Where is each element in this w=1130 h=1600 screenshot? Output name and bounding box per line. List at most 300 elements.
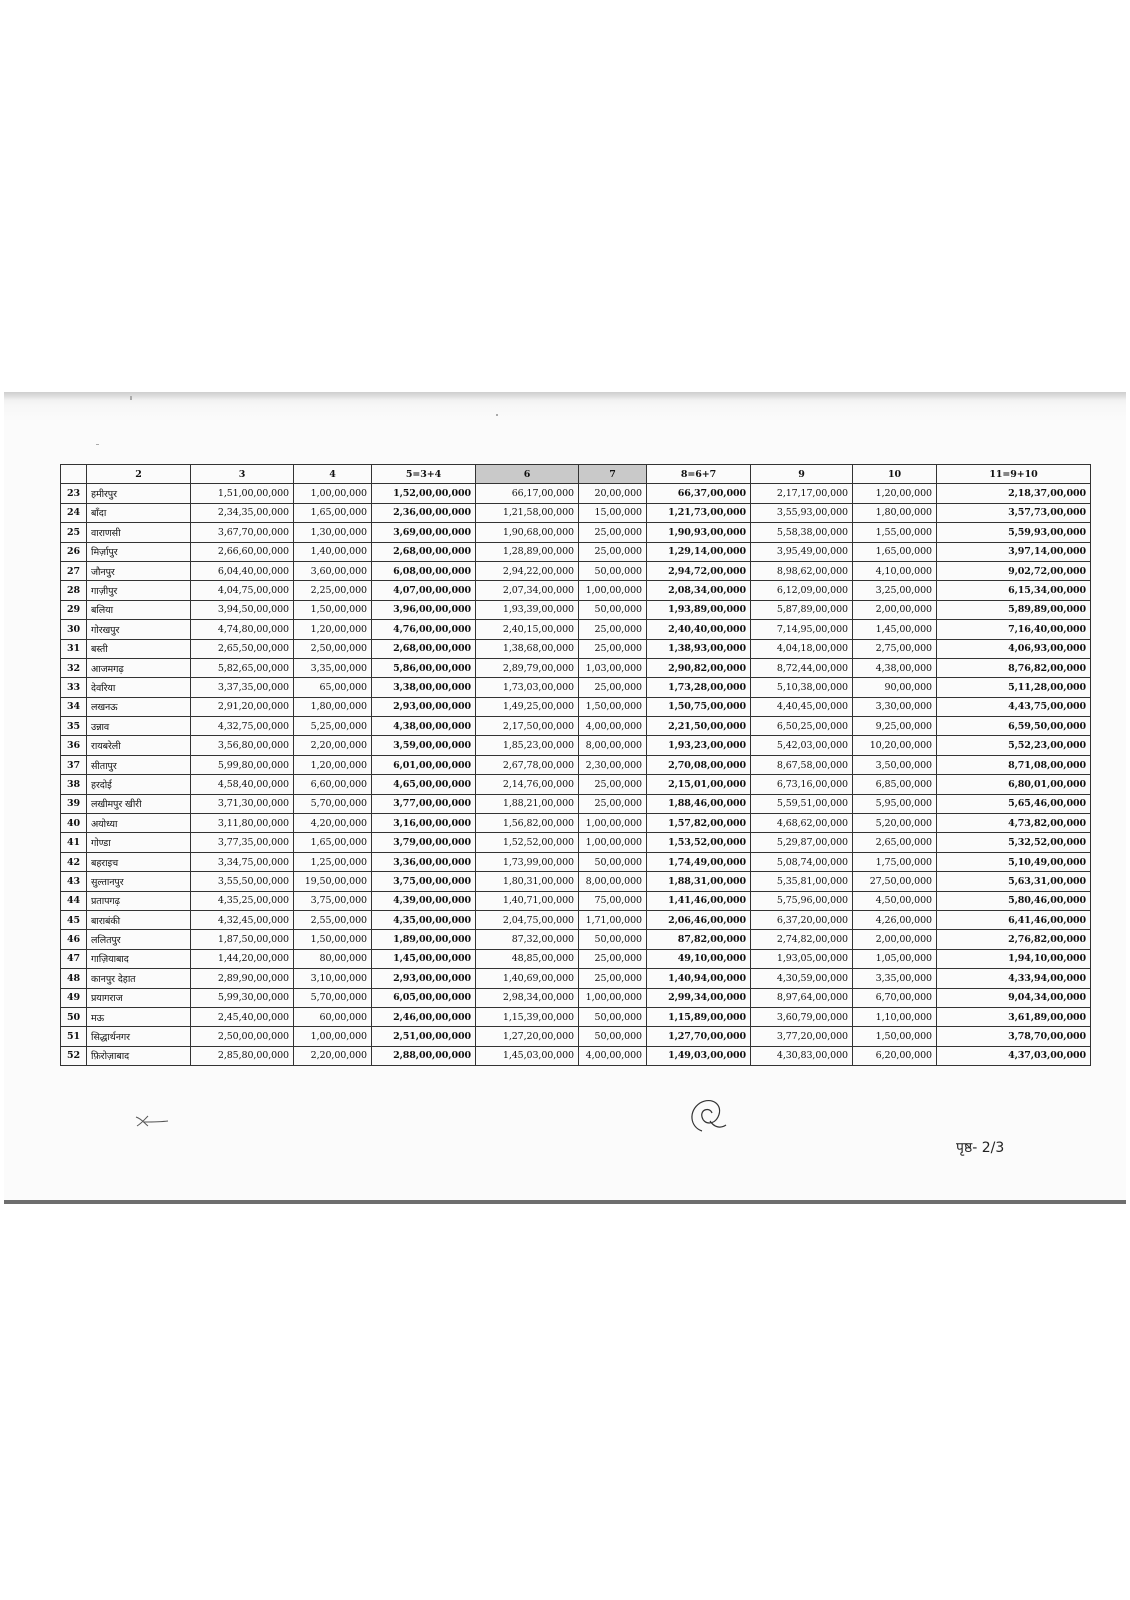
amount-cell: 3,78,70,00,000 bbox=[937, 1027, 1091, 1046]
amount-cell: 3,75,00,00,000 bbox=[372, 872, 476, 891]
amount-cell: 3,60,79,00,000 bbox=[751, 1007, 853, 1026]
amount-cell: 1,40,69,00,000 bbox=[476, 969, 579, 988]
amount-cell: 4,76,00,00,000 bbox=[372, 620, 476, 639]
amount-cell: 19,50,00,000 bbox=[294, 872, 372, 891]
amount-cell: 3,61,89,00,000 bbox=[937, 1007, 1091, 1026]
amount-cell: 8,98,62,00,000 bbox=[751, 561, 853, 580]
column-header: 8=6+7 bbox=[647, 465, 751, 484]
serial-number-cell: 32 bbox=[61, 658, 87, 677]
amount-cell: 2,15,01,00,000 bbox=[647, 775, 751, 794]
serial-number-cell: 47 bbox=[61, 949, 87, 968]
amount-cell: 50,00,000 bbox=[579, 1007, 647, 1026]
table-row bbox=[61, 658, 1091, 677]
amount-cell: 75,00,000 bbox=[579, 891, 647, 910]
amount-cell: 7,14,95,00,000 bbox=[751, 620, 853, 639]
amount-cell: 1,00,00,000 bbox=[579, 833, 647, 852]
amount-cell: 4,40,45,00,000 bbox=[751, 697, 853, 716]
district-name-cell: गाज़ियाबाद bbox=[87, 949, 191, 968]
amount-cell: 6,12,09,00,000 bbox=[751, 581, 853, 600]
amount-cell: 3,11,80,00,000 bbox=[191, 814, 294, 833]
amount-cell: 6,37,20,00,000 bbox=[751, 910, 853, 929]
amount-cell: 1,88,21,00,000 bbox=[476, 794, 579, 813]
amount-cell: 2,50,00,000 bbox=[294, 639, 372, 658]
table-row bbox=[61, 930, 1091, 949]
amount-cell: 25,00,000 bbox=[579, 639, 647, 658]
amount-cell: 4,00,00,000 bbox=[579, 1046, 647, 1065]
amount-cell: 6,85,00,000 bbox=[853, 775, 937, 794]
amount-cell: 4,32,75,00,000 bbox=[191, 717, 294, 736]
amount-cell: 2,18,37,00,000 bbox=[937, 484, 1091, 503]
amount-cell: 50,00,000 bbox=[579, 561, 647, 580]
amount-cell: 1,73,28,00,000 bbox=[647, 678, 751, 697]
amount-cell: 3,38,00,00,000 bbox=[372, 678, 476, 697]
amount-cell: 1,05,00,000 bbox=[853, 949, 937, 968]
amount-cell: 5,99,80,00,000 bbox=[191, 755, 294, 774]
amount-cell: 4,35,25,00,000 bbox=[191, 891, 294, 910]
amount-cell: 48,85,00,000 bbox=[476, 949, 579, 968]
district-name-cell: सुल्तानपुर bbox=[87, 872, 191, 891]
amount-cell: 3,16,00,00,000 bbox=[372, 814, 476, 833]
amount-cell: 3,25,00,000 bbox=[853, 581, 937, 600]
amount-cell: 5,59,93,00,000 bbox=[937, 523, 1091, 542]
serial-number-cell: 43 bbox=[61, 872, 87, 891]
amount-cell: 2,66,60,00,000 bbox=[191, 542, 294, 561]
district-name-cell: उन्नाव bbox=[87, 717, 191, 736]
amount-cell: 1,27,20,00,000 bbox=[476, 1027, 579, 1046]
amount-cell: 1,27,70,00,000 bbox=[647, 1027, 751, 1046]
serial-number-cell: 35 bbox=[61, 717, 87, 736]
amount-cell: 2,90,82,00,000 bbox=[647, 658, 751, 677]
amount-cell: 1,45,00,000 bbox=[853, 620, 937, 639]
amount-cell: 4,38,00,000 bbox=[853, 658, 937, 677]
amount-cell: 5,59,51,00,000 bbox=[751, 794, 853, 813]
amount-cell: 1,80,31,00,000 bbox=[476, 872, 579, 891]
district-name-cell: सीतापुर bbox=[87, 755, 191, 774]
amount-cell: 25,00,000 bbox=[579, 678, 647, 697]
amount-cell: 27,50,00,000 bbox=[853, 872, 937, 891]
serial-number-cell: 33 bbox=[61, 678, 87, 697]
table-row bbox=[61, 523, 1091, 542]
table-row bbox=[61, 678, 1091, 697]
amount-cell: 10,20,00,000 bbox=[853, 736, 937, 755]
amount-cell: 1,00,00,000 bbox=[294, 1027, 372, 1046]
amount-cell: 65,00,000 bbox=[294, 678, 372, 697]
amount-cell: 2,94,22,00,000 bbox=[476, 561, 579, 580]
serial-number-cell: 51 bbox=[61, 1027, 87, 1046]
amount-cell: 2,70,08,00,000 bbox=[647, 755, 751, 774]
amount-cell: 1,57,82,00,000 bbox=[647, 814, 751, 833]
serial-number-cell: 49 bbox=[61, 988, 87, 1007]
amount-cell: 5,89,89,00,000 bbox=[937, 600, 1091, 619]
amount-cell: 8,71,08,00,000 bbox=[937, 755, 1091, 774]
amount-cell: 2,36,00,00,000 bbox=[372, 503, 476, 522]
amount-cell: 4,33,94,00,000 bbox=[937, 969, 1091, 988]
amount-cell: 5,70,00,000 bbox=[294, 988, 372, 1007]
serial-number-cell: 46 bbox=[61, 930, 87, 949]
amount-cell: 3,34,75,00,000 bbox=[191, 852, 294, 871]
amount-cell: 4,37,03,00,000 bbox=[937, 1046, 1091, 1065]
amount-cell: 1,71,00,000 bbox=[579, 910, 647, 929]
serial-number-cell: 44 bbox=[61, 891, 87, 910]
serial-number-cell: 31 bbox=[61, 639, 87, 658]
amount-cell: 1,93,05,00,000 bbox=[751, 949, 853, 968]
amount-cell: 1,00,00,000 bbox=[579, 581, 647, 600]
amount-cell: 4,68,62,00,000 bbox=[751, 814, 853, 833]
table-row bbox=[61, 833, 1091, 852]
table-row bbox=[61, 697, 1091, 716]
amount-cell: 1,45,03,00,000 bbox=[476, 1046, 579, 1065]
amount-cell: 7,16,40,00,000 bbox=[937, 620, 1091, 639]
amount-cell: 2,20,00,000 bbox=[294, 736, 372, 755]
district-name-cell: बहराइच bbox=[87, 852, 191, 871]
amount-cell: 6,73,16,00,000 bbox=[751, 775, 853, 794]
scanned-page bbox=[4, 392, 1126, 1204]
amount-cell: 1,20,00,000 bbox=[294, 620, 372, 639]
district-name-cell: बाराबंकी bbox=[87, 910, 191, 929]
amount-cell: 6,08,00,00,000 bbox=[372, 561, 476, 580]
amount-cell: 3,37,35,00,000 bbox=[191, 678, 294, 697]
amount-cell: 5,87,89,00,000 bbox=[751, 600, 853, 619]
amount-cell: 1,10,00,000 bbox=[853, 1007, 937, 1026]
amount-cell: 1,90,93,00,000 bbox=[647, 523, 751, 542]
column-header: 6 bbox=[476, 465, 579, 484]
amount-cell: 4,32,45,00,000 bbox=[191, 910, 294, 929]
amount-cell: 1,40,94,00,000 bbox=[647, 969, 751, 988]
column-header: 4 bbox=[294, 465, 372, 484]
amount-cell: 5,42,03,00,000 bbox=[751, 736, 853, 755]
amount-cell: 6,04,40,00,000 bbox=[191, 561, 294, 580]
amount-cell: 1,65,00,000 bbox=[294, 833, 372, 852]
amount-cell: 3,77,35,00,000 bbox=[191, 833, 294, 852]
amount-cell: 90,00,000 bbox=[853, 678, 937, 697]
table-row bbox=[61, 736, 1091, 755]
column-header: 10 bbox=[853, 465, 937, 484]
column-header: 3 bbox=[191, 465, 294, 484]
amount-cell: 1,15,89,00,000 bbox=[647, 1007, 751, 1026]
district-name-cell: जौनपुर bbox=[87, 561, 191, 580]
amount-cell: 8,72,44,00,000 bbox=[751, 658, 853, 677]
district-name-cell: ललितपुर bbox=[87, 930, 191, 949]
amount-cell: 1,88,46,00,000 bbox=[647, 794, 751, 813]
amount-cell: 3,57,73,00,000 bbox=[937, 503, 1091, 522]
amount-cell: 9,04,34,00,000 bbox=[937, 988, 1091, 1007]
serial-number-cell: 34 bbox=[61, 697, 87, 716]
amount-cell: 2,20,00,000 bbox=[294, 1046, 372, 1065]
table-row bbox=[61, 1046, 1091, 1065]
district-name-cell: मऊ bbox=[87, 1007, 191, 1026]
amount-cell: 1,74,49,00,000 bbox=[647, 852, 751, 871]
serial-number-cell: 30 bbox=[61, 620, 87, 639]
amount-cell: 4,04,75,00,000 bbox=[191, 581, 294, 600]
amount-cell: 2,14,76,00,000 bbox=[476, 775, 579, 794]
amount-cell: 1,56,82,00,000 bbox=[476, 814, 579, 833]
amount-cell: 1,73,03,00,000 bbox=[476, 678, 579, 697]
amount-cell: 1,75,00,000 bbox=[853, 852, 937, 871]
amount-cell: 4,06,93,00,000 bbox=[937, 639, 1091, 658]
amount-cell: 1,93,39,00,000 bbox=[476, 600, 579, 619]
amount-cell: 3,96,00,00,000 bbox=[372, 600, 476, 619]
amount-cell: 60,00,000 bbox=[294, 1007, 372, 1026]
table-row bbox=[61, 581, 1091, 600]
amount-cell: 3,71,30,00,000 bbox=[191, 794, 294, 813]
amount-cell: 1,73,99,00,000 bbox=[476, 852, 579, 871]
amount-cell: 2,34,35,00,000 bbox=[191, 503, 294, 522]
amount-cell: 4,58,40,00,000 bbox=[191, 775, 294, 794]
district-name-cell: कानपुर देहात bbox=[87, 969, 191, 988]
amount-cell: 2,68,00,00,000 bbox=[372, 542, 476, 561]
amount-cell: 4,20,00,000 bbox=[294, 814, 372, 833]
amount-cell: 2,91,20,00,000 bbox=[191, 697, 294, 716]
amount-cell: 4,39,00,00,000 bbox=[372, 891, 476, 910]
amount-cell: 5,10,38,00,000 bbox=[751, 678, 853, 697]
amount-cell: 5,58,38,00,000 bbox=[751, 523, 853, 542]
amount-cell: 4,74,80,00,000 bbox=[191, 620, 294, 639]
amount-cell: 1,21,73,00,000 bbox=[647, 503, 751, 522]
amount-cell: 5,65,46,00,000 bbox=[937, 794, 1091, 813]
serial-number-cell: 36 bbox=[61, 736, 87, 755]
amount-cell: 1,65,00,000 bbox=[294, 503, 372, 522]
amount-cell: 3,69,00,00,000 bbox=[372, 523, 476, 542]
amount-cell: 4,10,00,000 bbox=[853, 561, 937, 580]
amount-cell: 4,35,00,00,000 bbox=[372, 910, 476, 929]
serial-number-cell: 52 bbox=[61, 1046, 87, 1065]
amount-cell: 8,00,00,000 bbox=[579, 872, 647, 891]
amount-cell: 5,86,00,00,000 bbox=[372, 658, 476, 677]
amount-cell: 4,38,00,00,000 bbox=[372, 717, 476, 736]
table-row bbox=[61, 542, 1091, 561]
amount-cell: 5,63,31,00,000 bbox=[937, 872, 1091, 891]
table-row bbox=[61, 891, 1091, 910]
table-header-row bbox=[61, 465, 1091, 484]
amount-cell: 1,28,89,00,000 bbox=[476, 542, 579, 561]
amount-cell: 2,99,34,00,000 bbox=[647, 988, 751, 1007]
amount-cell: 8,97,64,00,000 bbox=[751, 988, 853, 1007]
amount-cell: 1,89,00,00,000 bbox=[372, 930, 476, 949]
amount-cell: 5,80,46,00,000 bbox=[937, 891, 1091, 910]
serial-number-cell: 27 bbox=[61, 561, 87, 580]
table-row bbox=[61, 639, 1091, 658]
amount-cell: 1,80,00,000 bbox=[853, 503, 937, 522]
amount-cell: 5,95,00,000 bbox=[853, 794, 937, 813]
district-name-cell: बाँदा bbox=[87, 503, 191, 522]
amount-cell: 4,43,75,00,000 bbox=[937, 697, 1091, 716]
district-name-cell: फ़िरोज़ाबाद bbox=[87, 1046, 191, 1065]
scan-speck bbox=[96, 444, 99, 445]
amount-cell: 4,65,00,00,000 bbox=[372, 775, 476, 794]
amount-cell: 2,85,80,00,000 bbox=[191, 1046, 294, 1065]
serial-number-cell: 48 bbox=[61, 969, 87, 988]
serial-number-cell: 50 bbox=[61, 1007, 87, 1026]
district-name-cell: प्रतापगढ़ bbox=[87, 891, 191, 910]
amount-cell: 66,37,00,000 bbox=[647, 484, 751, 503]
amount-cell: 5,82,65,00,000 bbox=[191, 658, 294, 677]
amount-cell: 1,41,46,00,000 bbox=[647, 891, 751, 910]
amount-cell: 1,20,00,000 bbox=[853, 484, 937, 503]
amount-cell: 9,25,00,000 bbox=[853, 717, 937, 736]
district-name-cell: देवरिया bbox=[87, 678, 191, 697]
district-name-cell: लखीमपुर खीरी bbox=[87, 794, 191, 813]
amount-cell: 6,59,50,00,000 bbox=[937, 717, 1091, 736]
amount-cell: 1,00,00,000 bbox=[579, 988, 647, 1007]
district-name-cell: वाराणसी bbox=[87, 523, 191, 542]
amount-cell: 2,74,82,00,000 bbox=[751, 930, 853, 949]
amount-cell: 2,50,00,00,000 bbox=[191, 1027, 294, 1046]
column-header bbox=[61, 465, 87, 484]
amount-cell: 2,04,75,00,000 bbox=[476, 910, 579, 929]
amount-cell: 2,93,00,00,000 bbox=[372, 969, 476, 988]
table-row bbox=[61, 775, 1091, 794]
amount-cell: 1,03,00,000 bbox=[579, 658, 647, 677]
amount-cell: 1,93,23,00,000 bbox=[647, 736, 751, 755]
amount-cell: 25,00,000 bbox=[579, 794, 647, 813]
amount-cell: 2,65,00,000 bbox=[853, 833, 937, 852]
district-name-cell: बस्ती bbox=[87, 639, 191, 658]
amount-cell: 4,30,59,00,000 bbox=[751, 969, 853, 988]
amount-cell: 5,70,00,000 bbox=[294, 794, 372, 813]
amount-cell: 3,95,49,00,000 bbox=[751, 542, 853, 561]
table-row bbox=[61, 1007, 1091, 1026]
amount-cell: 1,38,68,00,000 bbox=[476, 639, 579, 658]
district-name-cell: आजमगढ़ bbox=[87, 658, 191, 677]
serial-number-cell: 24 bbox=[61, 503, 87, 522]
amount-cell: 3,60,00,000 bbox=[294, 561, 372, 580]
amount-cell: 50,00,000 bbox=[579, 600, 647, 619]
column-header: 9 bbox=[751, 465, 853, 484]
amount-cell: 3,35,00,000 bbox=[294, 658, 372, 677]
amount-cell: 6,50,25,00,000 bbox=[751, 717, 853, 736]
table-body bbox=[61, 484, 1091, 1066]
amount-cell: 15,00,000 bbox=[579, 503, 647, 522]
amount-cell: 2,46,00,00,000 bbox=[372, 1007, 476, 1026]
amount-cell: 9,02,72,00,000 bbox=[937, 561, 1091, 580]
amount-cell: 6,01,00,00,000 bbox=[372, 755, 476, 774]
amount-cell: 1,65,00,000 bbox=[853, 542, 937, 561]
amount-cell: 2,06,46,00,000 bbox=[647, 910, 751, 929]
amount-cell: 2,68,00,00,000 bbox=[372, 639, 476, 658]
column-header: 7 bbox=[579, 465, 647, 484]
district-name-cell: सिद्धार्थनगर bbox=[87, 1027, 191, 1046]
district-name-cell: गाज़ीपुर bbox=[87, 581, 191, 600]
amount-cell: 5,35,81,00,000 bbox=[751, 872, 853, 891]
amount-cell: 3,55,50,00,000 bbox=[191, 872, 294, 891]
column-header: 2 bbox=[87, 465, 191, 484]
amount-cell: 4,26,00,000 bbox=[853, 910, 937, 929]
serial-number-cell: 39 bbox=[61, 794, 87, 813]
column-header: 11=9+10 bbox=[937, 465, 1091, 484]
table-row bbox=[61, 484, 1091, 503]
amount-cell: 66,17,00,000 bbox=[476, 484, 579, 503]
table-row bbox=[61, 814, 1091, 833]
district-name-cell: प्रयागराज bbox=[87, 988, 191, 1007]
amount-cell: 3,77,20,00,000 bbox=[751, 1027, 853, 1046]
amount-cell: 3,36,00,00,000 bbox=[372, 852, 476, 871]
scan-speck bbox=[496, 414, 498, 416]
serial-number-cell: 23 bbox=[61, 484, 87, 503]
amount-cell: 2,45,40,00,000 bbox=[191, 1007, 294, 1026]
district-name-cell: बलिया bbox=[87, 600, 191, 619]
amount-cell: 87,32,00,000 bbox=[476, 930, 579, 949]
district-name-cell: गोरखपुर bbox=[87, 620, 191, 639]
table-row bbox=[61, 717, 1091, 736]
amount-cell: 1,29,14,00,000 bbox=[647, 542, 751, 561]
amount-cell: 5,20,00,000 bbox=[853, 814, 937, 833]
amount-cell: 2,88,00,00,000 bbox=[372, 1046, 476, 1065]
amount-cell: 1,00,00,000 bbox=[579, 814, 647, 833]
amount-cell: 4,04,18,00,000 bbox=[751, 639, 853, 658]
serial-number-cell: 42 bbox=[61, 852, 87, 871]
amount-cell: 2,94,72,00,000 bbox=[647, 561, 751, 580]
amount-cell: 2,55,00,000 bbox=[294, 910, 372, 929]
amount-cell: 2,00,00,000 bbox=[853, 600, 937, 619]
table-row bbox=[61, 910, 1091, 929]
table-row bbox=[61, 969, 1091, 988]
amount-cell: 1,25,00,000 bbox=[294, 852, 372, 871]
amount-cell: 4,07,00,00,000 bbox=[372, 581, 476, 600]
amount-cell: 1,21,58,00,000 bbox=[476, 503, 579, 522]
amount-cell: 20,00,000 bbox=[579, 484, 647, 503]
amount-cell: 2,93,00,00,000 bbox=[372, 697, 476, 716]
amount-cell: 2,98,34,00,000 bbox=[476, 988, 579, 1007]
amount-cell: 8,00,00,000 bbox=[579, 736, 647, 755]
amount-cell: 1,52,52,00,000 bbox=[476, 833, 579, 852]
amount-cell: 25,00,000 bbox=[579, 620, 647, 639]
amount-cell: 3,56,80,00,000 bbox=[191, 736, 294, 755]
amount-cell: 3,50,00,000 bbox=[853, 755, 937, 774]
amount-cell: 2,40,40,00,000 bbox=[647, 620, 751, 639]
amount-cell: 2,89,90,00,000 bbox=[191, 969, 294, 988]
amount-cell: 6,80,01,00,000 bbox=[937, 775, 1091, 794]
table-row bbox=[61, 794, 1091, 813]
amount-cell: 5,08,74,00,000 bbox=[751, 852, 853, 871]
amount-cell: 1,38,93,00,000 bbox=[647, 639, 751, 658]
amount-cell: 3,79,00,00,000 bbox=[372, 833, 476, 852]
amount-cell: 1,50,00,000 bbox=[853, 1027, 937, 1046]
serial-number-cell: 41 bbox=[61, 833, 87, 852]
amount-cell: 2,25,00,000 bbox=[294, 581, 372, 600]
amount-cell: 80,00,000 bbox=[294, 949, 372, 968]
amount-cell: 8,67,58,00,000 bbox=[751, 755, 853, 774]
amount-cell: 1,49,03,00,000 bbox=[647, 1046, 751, 1065]
allocation-table bbox=[60, 464, 1091, 1066]
amount-cell: 6,05,00,00,000 bbox=[372, 988, 476, 1007]
amount-cell: 25,00,000 bbox=[579, 949, 647, 968]
amount-cell: 3,55,93,00,000 bbox=[751, 503, 853, 522]
amount-cell: 25,00,000 bbox=[579, 775, 647, 794]
amount-cell: 6,60,00,000 bbox=[294, 775, 372, 794]
amount-cell: 6,41,46,00,000 bbox=[937, 910, 1091, 929]
amount-cell: 1,52,00,00,000 bbox=[372, 484, 476, 503]
amount-cell: 2,00,00,000 bbox=[853, 930, 937, 949]
amount-cell: 3,97,14,00,000 bbox=[937, 542, 1091, 561]
amount-cell: 5,99,30,00,000 bbox=[191, 988, 294, 1007]
serial-number-cell: 28 bbox=[61, 581, 87, 600]
serial-number-cell: 40 bbox=[61, 814, 87, 833]
amount-cell: 1,20,00,000 bbox=[294, 755, 372, 774]
amount-cell: 4,00,00,000 bbox=[579, 717, 647, 736]
table-row bbox=[61, 600, 1091, 619]
amount-cell: 25,00,000 bbox=[579, 542, 647, 561]
district-name-cell: गोण्डा bbox=[87, 833, 191, 852]
scan-edge-shadow bbox=[4, 392, 1126, 400]
amount-cell: 50,00,000 bbox=[579, 1027, 647, 1046]
amount-cell: 5,32,52,00,000 bbox=[937, 833, 1091, 852]
amount-cell: 4,73,82,00,000 bbox=[937, 814, 1091, 833]
amount-cell: 4,30,83,00,000 bbox=[751, 1046, 853, 1065]
amount-cell: 5,52,23,00,000 bbox=[937, 736, 1091, 755]
amount-cell: 2,07,34,00,000 bbox=[476, 581, 579, 600]
amount-cell: 3,75,00,000 bbox=[294, 891, 372, 910]
table-row bbox=[61, 503, 1091, 522]
